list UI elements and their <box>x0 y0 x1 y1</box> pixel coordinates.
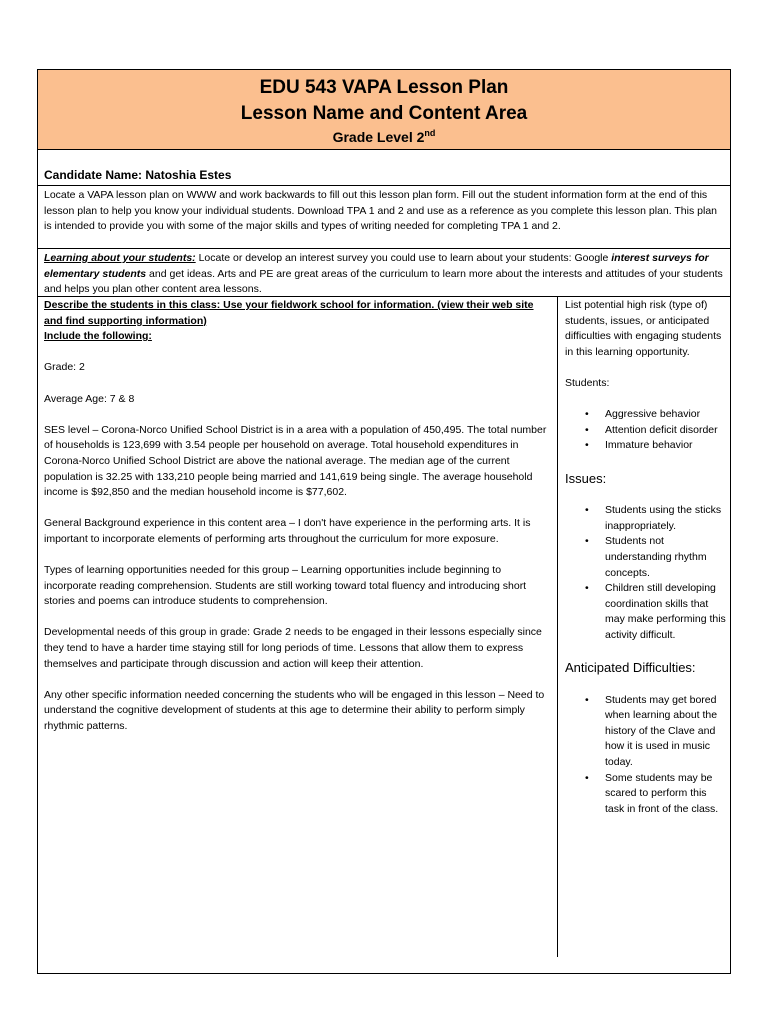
list-item: • Children still developing coordination skills that may make performing this activity difficult. <box>565 581 726 643</box>
list-item: • Immature behavior <box>565 438 726 454</box>
grade-level <box>38 127 730 147</box>
difficulties-list <box>565 693 726 818</box>
lesson-name-title: Lesson Name and Content Area <box>240 103 528 124</box>
intro-instructions: Locate a VAPA lesson plan on WWW and work backwards to fill out this lesson plan form. Fill out the student information form at the end of this lesson plan to help you know your individual students. Download TPA 1 and 2 and use as a reference as you complete this lesson plan. This plan is intended to provide you with some of the major skills and types of writing needed for completing TPA 1 and 2. <box>38 186 730 249</box>
ses-level-field: SES level – Corona-Norco Unified School District is in a area with a population of 450,495. The total number of households is 123,699 with 3.54 people per household on average. Total household expenditures in Corona-Norco Unified School District are above the national average. The median age of the current population is 32.25 with 133,210 people being married and 141,619 being single. The average household income is $92,850 and the median household income is $77,602. <box>44 423 547 499</box>
other-info-field: Any other specific information needed concerning the students who will be engaged in this lesson – Need to understand the cognitive development of students at this age to determine their ability to perform simply rhythmic patterns. <box>44 688 545 733</box>
list-item: • Students using the sticks inappropriately. <box>565 503 726 534</box>
list-item: • Some students may be scared to perform this task in front of the class. <box>565 771 726 818</box>
list-item: • Attention deficit disorder <box>565 423 726 439</box>
title-header <box>38 70 730 150</box>
lesson-plan-document <box>37 69 731 974</box>
document-title: EDU 543 VAPA Lesson Plan <box>259 77 509 98</box>
learning-label: Learning about your students: <box>44 252 196 264</box>
header-spacer <box>38 150 730 164</box>
list-item: • Students may get bored when learning about the history of the Clave and how it is used in music today. <box>565 693 726 771</box>
list-item: • Students not understanding rhythm concepts. <box>565 534 726 581</box>
background-field: General Background experience in this content area – I don't have experience in the performing arts. It is important to incorporate elements of performing arts throughout the curriculum for more exposure. <box>44 517 531 545</box>
list-item: • Aggressive behavior <box>565 407 726 423</box>
learning-text-1: Locate or develop an interest survey you could use to learn about your students: Google <box>195 252 612 264</box>
grade-field: Grade: 2 <box>44 361 85 374</box>
developmental-needs-field: Developmental needs of this group in grade: Grade 2 needs to be engaged in their lessons especially since they tend to have a harder time staying still for long periods of time. Lessons that allow them to express themselves and participate through discussion and action will keep their attention. <box>44 626 542 670</box>
students-list <box>565 407 726 454</box>
learning-about-students <box>38 249 730 297</box>
students-label: Students: <box>565 376 610 389</box>
learning-text-2: and get ideas. Arts and PE are great areas of the curriculum to learn more about the interests and attitudes of your students and helps you plan other content area lessons. <box>44 267 723 295</box>
issues-list <box>565 503 726 643</box>
difficulties-label: Anticipated Difficulties: <box>565 660 696 676</box>
issues-label: Issues: <box>565 470 607 486</box>
two-column-section <box>38 297 730 957</box>
student-description-column <box>38 297 558 957</box>
risk-intro: List potential high risk (type of) students, issues, or anticipated difficulties with engaging students in this learning opportunity. <box>565 299 722 358</box>
risk-column <box>559 297 730 957</box>
grade-level-suffix: nd <box>424 128 436 138</box>
candidate-name: Candidate Name: Natoshia Estes <box>38 164 730 186</box>
average-age-field: Average Age: 7 & 8 <box>44 392 135 405</box>
describe-heading: Describe the students in this class: Use your fieldwork school for information. (view their web site and find supporting information) <box>44 299 534 327</box>
grade-level-text: Grade Level 2 <box>332 129 425 145</box>
learning-types-field: Types of learning opportunities needed for this group – Learning opportunities include beginning to incorporate reading comprehension. Students are still working toward total fluency and introducing short stories and poems can introduce students to comprehension. <box>44 564 527 608</box>
learning-emphasis: interest surveys for elementary students <box>44 252 709 280</box>
include-heading: Include the following: <box>44 330 152 343</box>
